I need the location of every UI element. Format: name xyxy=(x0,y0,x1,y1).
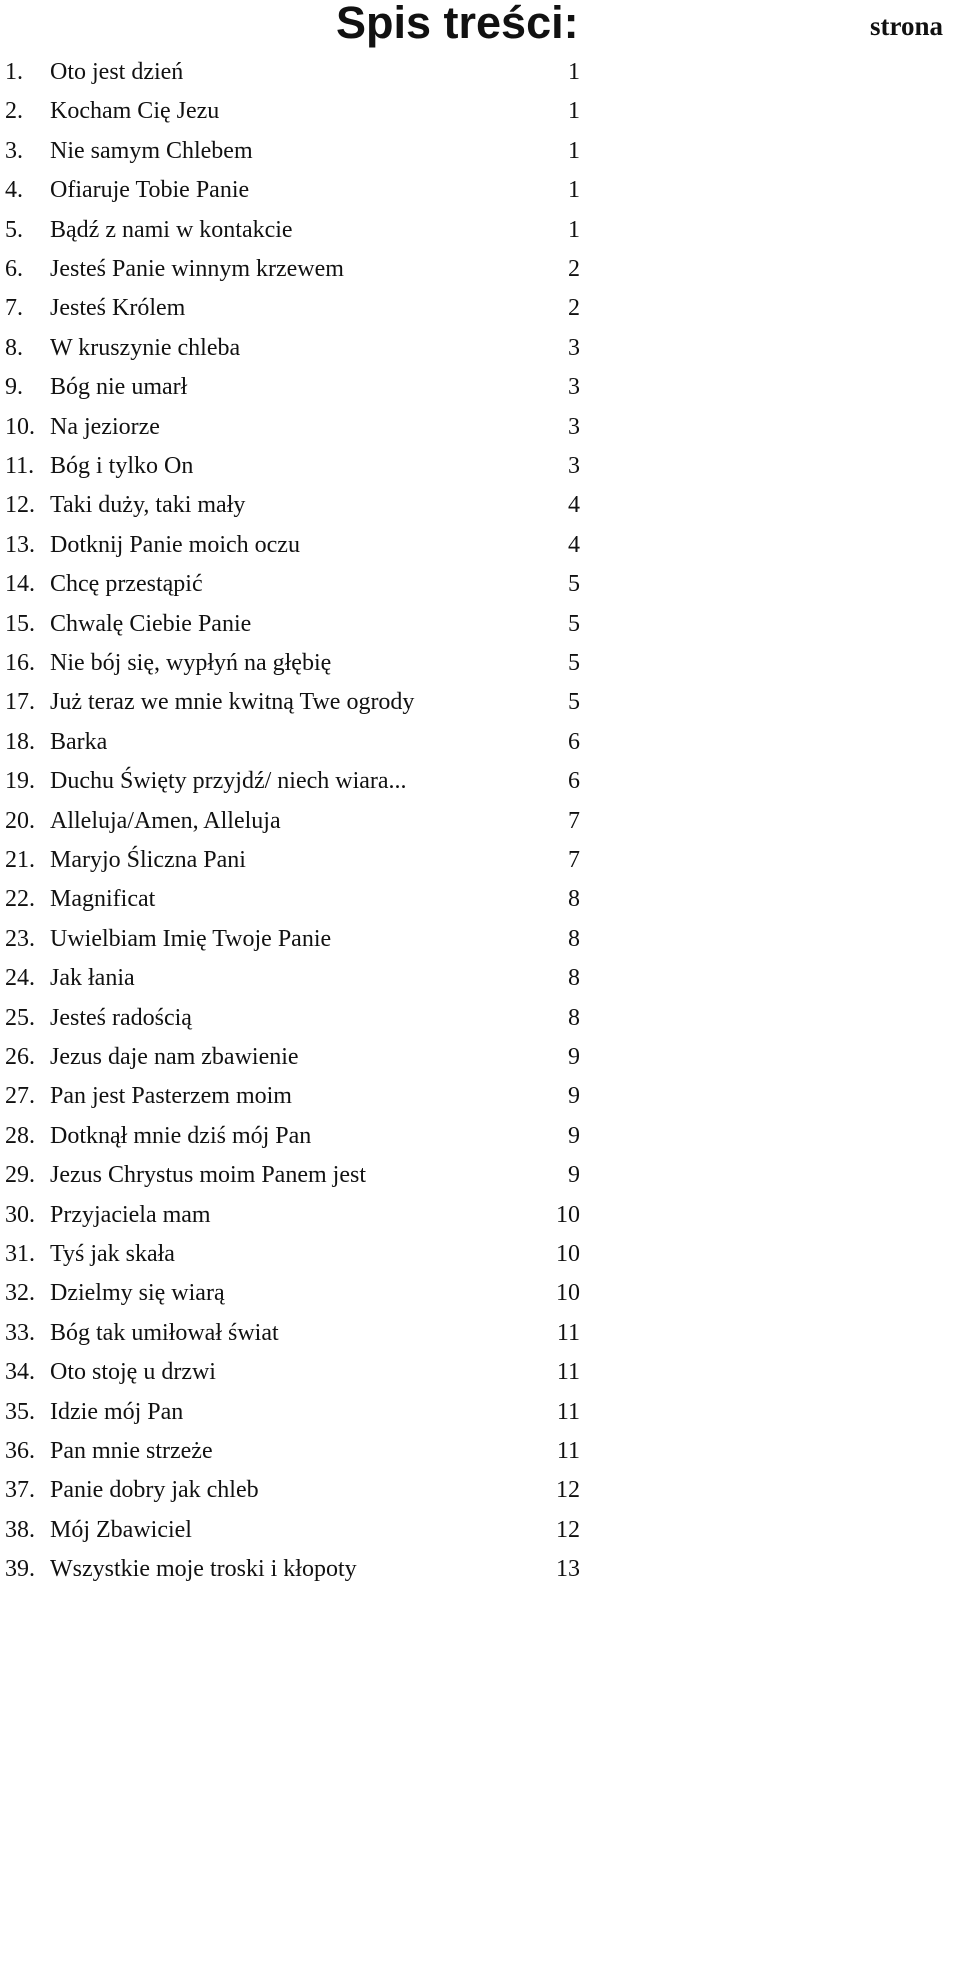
toc-entry-page: 5 xyxy=(568,571,580,597)
toc-entry-title: Duchu Święty przyjdź/ niech wiara... xyxy=(50,768,407,794)
toc-entry-number: 2. xyxy=(5,98,23,124)
toc-entry-page: 13 xyxy=(556,1556,580,1582)
toc-entry-title: Chwalę Ciebie Panie xyxy=(50,611,252,637)
toc-entry-number: 22. xyxy=(5,886,35,912)
toc-entry xyxy=(0,94,620,128)
toc-entry xyxy=(0,528,620,562)
toc-entry-number: 21. xyxy=(5,847,35,873)
toc-entry-title: W kruszynie chleba xyxy=(50,335,241,361)
toc-entry xyxy=(0,1079,620,1113)
toc-entry xyxy=(0,449,620,483)
toc-entry-title: Jak łania xyxy=(50,965,135,991)
toc-entry-page: 8 xyxy=(568,965,580,991)
toc-entry-title: Bóg tak umiłował świat xyxy=(50,1320,279,1346)
toc-entry-number: 28. xyxy=(5,1123,35,1149)
toc-entry-number: 36. xyxy=(5,1438,35,1464)
toc-entry-page: 7 xyxy=(568,847,580,873)
toc-entry-page: 10 xyxy=(556,1202,580,1228)
toc-entry xyxy=(0,1119,620,1153)
toc-entry-page: 1 xyxy=(568,217,580,243)
toc-entry-title: Pan mnie strzeże xyxy=(50,1438,213,1464)
toc-entry xyxy=(0,1355,620,1389)
toc-entry-title: Bądź z nami w kontakcie xyxy=(50,217,293,243)
toc-entry-page: 1 xyxy=(568,98,580,124)
toc-entry-title: Dzielmy się wiarą xyxy=(50,1280,225,1306)
toc-entry-title: Taki duży, taki mały xyxy=(50,492,246,518)
toc-entry-page: 12 xyxy=(556,1477,580,1503)
toc-entry xyxy=(0,1040,620,1074)
toc-entry-title: Przyjaciela mam xyxy=(50,1202,211,1228)
toc-entry xyxy=(0,764,620,798)
toc-entry xyxy=(0,922,620,956)
toc-entry-page: 8 xyxy=(568,926,580,952)
toc-entry-title: Maryjo Śliczna Pani xyxy=(50,847,246,873)
toc-entry-page: 8 xyxy=(568,886,580,912)
toc-entry-page: 9 xyxy=(568,1083,580,1109)
toc-entry xyxy=(0,1473,620,1507)
toc-entry-number: 8. xyxy=(5,335,23,361)
toc-entry-page: 11 xyxy=(556,1320,580,1346)
toc-entry-title: Na jeziorze xyxy=(50,414,160,440)
toc-entry-page: 5 xyxy=(568,689,580,715)
toc-entry-number: 24. xyxy=(5,965,35,991)
toc-entry-title: Magnificat xyxy=(50,886,156,912)
toc-entry-number: 6. xyxy=(5,256,23,282)
toc-entry xyxy=(0,1198,620,1232)
toc-entry-number: 1. xyxy=(5,59,23,85)
toc-entry-page: 6 xyxy=(568,768,580,794)
page-title: Spis treści: xyxy=(336,0,579,48)
toc-entry-page: 9 xyxy=(568,1162,580,1188)
toc-entry-title: Już teraz we mnie kwitną Twe ogrody xyxy=(50,689,415,715)
toc-entry-number: 10. xyxy=(5,414,35,440)
toc-entry-page: 2 xyxy=(568,256,580,282)
toc-entry xyxy=(0,843,620,877)
toc-entry-number: 4. xyxy=(5,177,23,203)
toc-entry-page: 3 xyxy=(568,453,580,479)
toc-entry-title: Dotknął mnie dziś mój Pan xyxy=(50,1123,312,1149)
toc-entry-page: 10 xyxy=(556,1241,580,1267)
toc-entry-page: 5 xyxy=(568,611,580,637)
toc-entry-number: 31. xyxy=(5,1241,35,1267)
toc-entry-number: 14. xyxy=(5,571,35,597)
toc-entry-page: 1 xyxy=(568,177,580,203)
toc-entry-page: 4 xyxy=(568,532,580,558)
toc-entry-page: 12 xyxy=(556,1517,580,1543)
toc-entry xyxy=(0,882,620,916)
toc-entry-number: 33. xyxy=(5,1320,35,1346)
toc-entry xyxy=(0,370,620,404)
toc-entry-title: Pan jest Pasterzem moim xyxy=(50,1083,292,1109)
toc-entry-number: 32. xyxy=(5,1280,35,1306)
toc-entry-number: 25. xyxy=(5,1005,35,1031)
toc-entry-number: 18. xyxy=(5,729,35,755)
toc-entry-page: 5 xyxy=(568,650,580,676)
toc-entry-title: Oto jest dzień xyxy=(50,59,184,85)
toc-entry xyxy=(0,1552,620,1586)
toc-entry-number: 26. xyxy=(5,1044,35,1070)
toc-entry-page: 6 xyxy=(568,729,580,755)
toc-entry-number: 27. xyxy=(5,1083,35,1109)
toc-entry-page: 3 xyxy=(568,414,580,440)
toc-entry-number: 19. xyxy=(5,768,35,794)
toc-entry-page: 3 xyxy=(568,374,580,400)
toc-entry-page: 1 xyxy=(568,59,580,85)
toc-entry-title: Nie samym Chlebem xyxy=(50,138,253,164)
toc-entry-page: 9 xyxy=(568,1123,580,1149)
toc-entry-number: 9. xyxy=(5,374,23,400)
toc-entry-title: Alleluja/Amen, Alleluja xyxy=(50,808,281,834)
toc-entry xyxy=(0,1276,620,1310)
toc-entry-title: Nie bój się, wypłyń na głębię xyxy=(50,650,332,676)
toc-entry xyxy=(0,685,620,719)
toc-entry-page: 8 xyxy=(568,1005,580,1031)
toc-entry-title: Tyś jak skała xyxy=(50,1241,175,1267)
toc-entry-title: Bóg nie umarł xyxy=(50,374,188,400)
toc-entry xyxy=(0,607,620,641)
toc-entry xyxy=(0,134,620,168)
toc-entry-page: 11 xyxy=(556,1399,580,1425)
toc-entry-number: 16. xyxy=(5,650,35,676)
toc-entry-number: 34. xyxy=(5,1359,35,1385)
toc-entry xyxy=(0,1513,620,1547)
toc-entry xyxy=(0,646,620,680)
toc-entry xyxy=(0,252,620,286)
toc-entry-number: 17. xyxy=(5,689,35,715)
toc-entry-title: Mój Zbawiciel xyxy=(50,1517,192,1543)
toc-entry-number: 23. xyxy=(5,926,35,952)
toc-entry xyxy=(0,1158,620,1192)
toc-entry-number: 30. xyxy=(5,1202,35,1228)
toc-entry-title: Wszystkie moje troski i kłopoty xyxy=(50,1556,357,1582)
toc-entry-title: Jesteś Panie winnym krzewem xyxy=(50,256,344,282)
toc-entry-number: 35. xyxy=(5,1399,35,1425)
toc-entry-page: 11 xyxy=(556,1438,580,1464)
toc-entry-number: 5. xyxy=(5,217,23,243)
toc-entry-title: Kocham Cię Jezu xyxy=(50,98,220,124)
toc-entry-page: 1 xyxy=(568,138,580,164)
toc-entry-title: Jezus daje nam zbawienie xyxy=(50,1044,299,1070)
toc-entry-number: 11. xyxy=(5,453,35,479)
toc-entry xyxy=(0,804,620,838)
toc-entry xyxy=(0,1237,620,1271)
toc-entry xyxy=(0,1316,620,1350)
toc-entry xyxy=(0,1434,620,1468)
toc-entry-title: Oto stoję u drzwi xyxy=(50,1359,216,1385)
toc-entry xyxy=(0,410,620,444)
page-column-header: strona xyxy=(870,11,944,41)
toc-entry-title: Dotknij Panie moich oczu xyxy=(50,532,300,558)
toc-entry xyxy=(0,213,620,247)
toc-entry-page: 4 xyxy=(568,492,580,518)
toc-entry-page: 11 xyxy=(556,1359,580,1385)
toc-entry-title: Panie dobry jak chleb xyxy=(50,1477,259,1503)
toc-entry-title: Ofiaruje Tobie Panie xyxy=(50,177,250,203)
toc-entry-page: 2 xyxy=(568,295,580,321)
toc-entry xyxy=(0,291,620,325)
toc-entry-number: 39. xyxy=(5,1556,35,1582)
toc-entry xyxy=(0,961,620,995)
toc-entry xyxy=(0,567,620,601)
toc-entry-number: 3. xyxy=(5,138,23,164)
toc-entry-number: 37. xyxy=(5,1477,35,1503)
toc-entry-number: 12. xyxy=(5,492,35,518)
toc-entry-page: 9 xyxy=(568,1044,580,1070)
toc-entry-title: Jesteś Królem xyxy=(50,295,186,321)
toc-entry-number: 13. xyxy=(5,532,35,558)
toc-entry-page: 3 xyxy=(568,335,580,361)
toc-entry-title: Jezus Chrystus moim Panem jest xyxy=(50,1162,366,1188)
toc-entry xyxy=(0,1395,620,1429)
toc-entry xyxy=(0,1001,620,1035)
toc-entry xyxy=(0,173,620,207)
toc-entry xyxy=(0,331,620,365)
toc-entry-title: Uwielbiam Imię Twoje Panie xyxy=(50,926,332,952)
toc-entry xyxy=(0,488,620,522)
toc-entry-number: 38. xyxy=(5,1517,35,1543)
toc-entry-title: Bóg i tylko On xyxy=(50,453,194,479)
toc-entry-number: 15. xyxy=(5,611,35,637)
toc-entry-number: 29. xyxy=(5,1162,35,1188)
toc-entry xyxy=(0,55,620,89)
toc-entry-title: Jesteś radością xyxy=(50,1005,192,1031)
toc-entry-title: Chcę przestąpić xyxy=(50,571,203,597)
toc-entry xyxy=(0,725,620,759)
toc-entry-number: 20. xyxy=(5,808,35,834)
toc-entry-title: Barka xyxy=(50,729,108,755)
toc-entry-page: 7 xyxy=(568,808,580,834)
toc-entry-title: Idzie mój Pan xyxy=(50,1399,184,1425)
toc-entry-page: 10 xyxy=(556,1280,580,1306)
toc-entry-number: 7. xyxy=(5,295,23,321)
